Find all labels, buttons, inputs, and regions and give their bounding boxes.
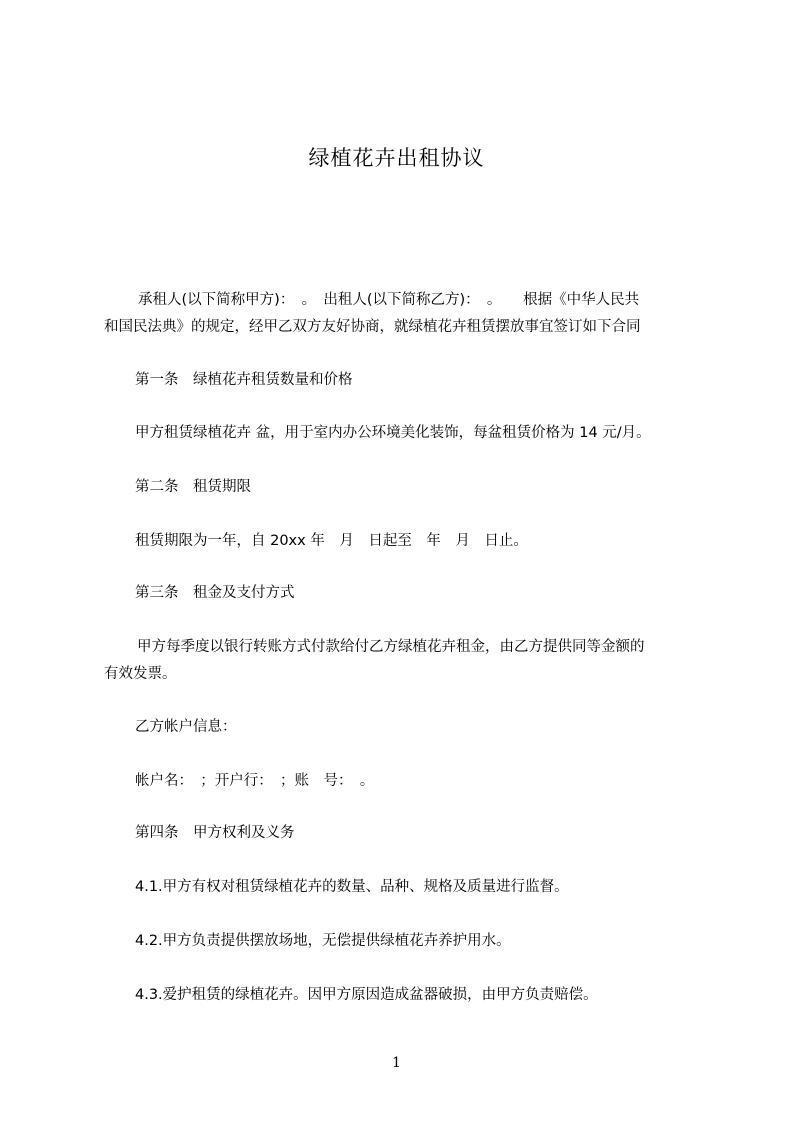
page-number: 1 (392, 1055, 401, 1071)
article-2-heading: 第二条 租赁期限 (135, 479, 251, 495)
clause-4-3: 4.3.爱护租赁的绿植花卉。因甲方原因造成盆器破损，由甲方负责赔偿。 (135, 987, 598, 1003)
document-title: 绿植花卉出租协议 (308, 146, 485, 170)
article-3-body-line-2: 有效发票。 (104, 666, 177, 682)
article-3-body-line-1: 甲方每季度以银行转账方式付款给付乙方绿植花卉租金，由乙方提供同等金额的 (137, 639, 645, 655)
article-4-heading: 第四条 甲方权利及义务 (135, 825, 295, 841)
article-3-heading: 第三条 租金及支付方式 (135, 585, 295, 601)
clause-4-1: 4.1.甲方有权对租赁绿植花卉的数量、品种、规格及质量进行监督。 (135, 879, 569, 895)
clause-4-2: 4.2.甲方负责提供摆放场地，无偿提供绿植花卉养护用水。 (135, 933, 511, 949)
intro-paragraph-line-1: 承租人(以下简称甲方)： 。 出租人(以下简称乙方)： 。 根据《中华人民共 (138, 292, 640, 308)
article-1-body: 甲方租赁绿植花卉 盆，用于室内办公环境美化装饰，每盆租赁价格为 14 元/月。 (135, 425, 651, 441)
article-2-body: 租赁期限为一年，自 20xx 年 月 日起至 年 月 日止。 (135, 533, 528, 549)
article-1-heading: 第一条 绿植花卉租赁数量和价格 (135, 372, 353, 388)
intro-paragraph-line-2: 和国民法典》的规定，经甲乙双方友好协商，就绿植花卉租赁摆放事宜签订如下合同 (104, 319, 641, 335)
account-info-body: 帐户名： ；开户行： ；账 号： 。 (135, 773, 375, 789)
account-info-heading: 乙方帐户信息： (135, 719, 237, 735)
